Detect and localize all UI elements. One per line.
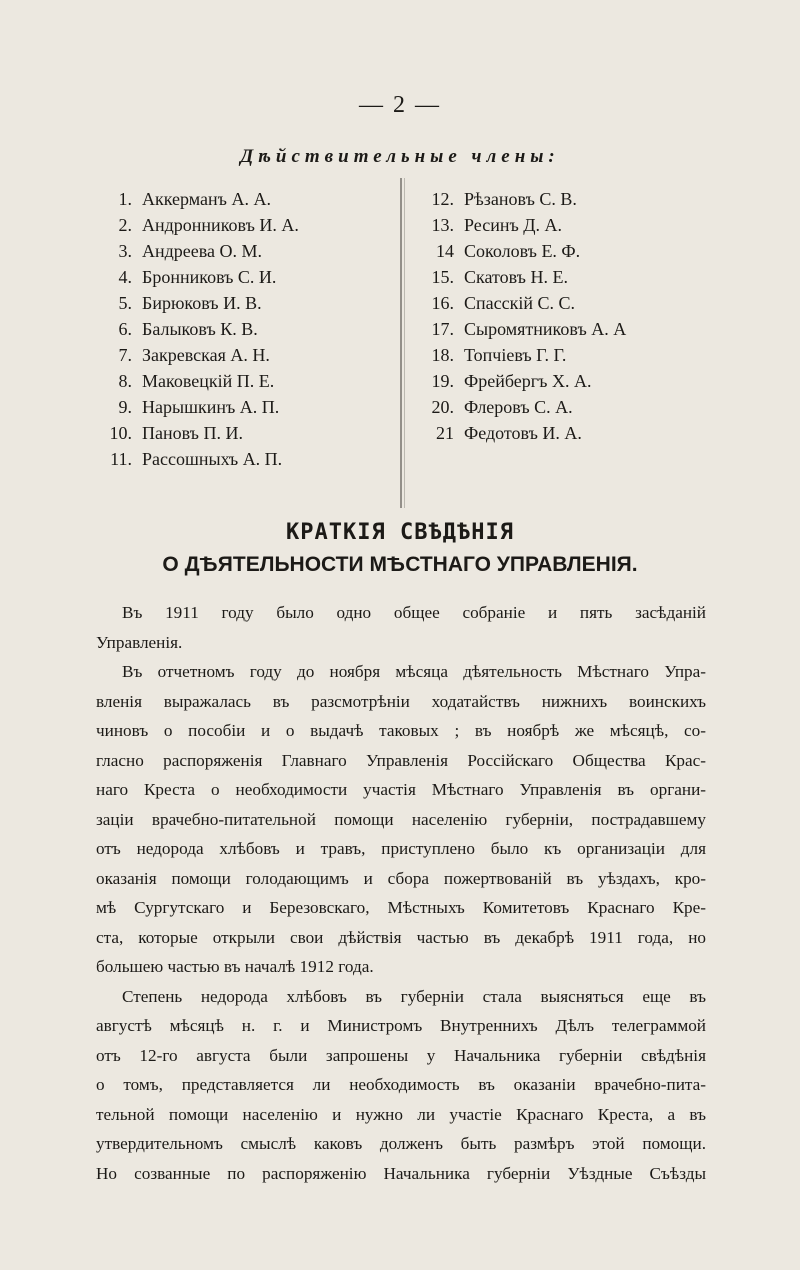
- member-name: Скатовъ Н. Е.: [464, 267, 568, 287]
- member-item: [108, 394, 299, 420]
- member-number: 5.: [118, 293, 132, 313]
- text-line: оказанія помощи голодающимъ и сбора пожертвованій въ уѣздахъ, кро-: [96, 868, 706, 888]
- member-item: [428, 316, 626, 342]
- member-item: [108, 420, 299, 446]
- member-name: Балыковъ К. В.: [142, 319, 258, 339]
- text-line: августѣ мѣсяцѣ н. г. и Министромъ Внутреннихъ Дѣлъ телеграммой: [96, 1016, 706, 1035]
- member-item: [428, 368, 626, 394]
- section-subtitle: О ДѢЯТЕЛЬНОСТИ МѢСТНАГО УПРАВЛЕНІЯ.: [162, 553, 638, 576]
- member-name: Флеровъ С. А.: [464, 397, 573, 417]
- member-name: Андронниковъ И. А.: [142, 215, 299, 235]
- member-name: Сыромятниковъ А. А: [464, 319, 627, 339]
- text-line: Степень недорода хлѣбовъ въ губерніи стала выясняться еще въ: [122, 986, 706, 1006]
- member-name: Федотовъ И. А.: [464, 423, 582, 443]
- member-item: [108, 342, 299, 368]
- member-number: 14: [436, 241, 454, 261]
- member-item: [108, 368, 299, 394]
- member-number: 9.: [118, 397, 132, 417]
- member-item: [108, 264, 299, 290]
- member-number: 11.: [110, 449, 132, 469]
- member-number: 2.: [118, 215, 132, 235]
- member-name: Пановъ П. И.: [142, 423, 243, 443]
- report-body: [96, 598, 706, 1188]
- member-name: Маковецкій П. Е.: [142, 371, 275, 391]
- member-number: 8.: [118, 371, 132, 391]
- member-number: 16.: [431, 293, 454, 313]
- text-line: Управленія.: [96, 632, 183, 652]
- member-item: [108, 238, 299, 264]
- text-line: чиновъ о пособіи и о выдачѣ таковых ; въ ноябрѣ же мѣсяцѣ, со-: [96, 721, 706, 740]
- text-line: отъ 12-го августа были запрошены у Начальника губерніи свѣдѣнія: [96, 1045, 706, 1065]
- text-line: ста, которые открыли свои дѣйствія частью въ декабрѣ 1911 года, но: [96, 927, 706, 947]
- member-number: 6.: [118, 319, 132, 339]
- text-line: отъ недорода хлѣбовъ и травъ, приступлено было къ организаціи для: [96, 839, 706, 858]
- member-item: [108, 212, 299, 238]
- member-number: 13.: [431, 215, 454, 235]
- text-line: Но созванные по распоряженію Начальника губерніи Уѣздные Съѣзды: [96, 1163, 706, 1183]
- text-line: вленія выражалась въ разсмотрѣніи ходатайствъ нижнихъ воинскихъ: [96, 691, 706, 711]
- section-title: КРАТКІЯ СВѢДѢНІЯ: [286, 520, 514, 545]
- member-item: [108, 316, 299, 342]
- member-name: Закревская А. Н.: [142, 345, 270, 365]
- member-item: [428, 264, 626, 290]
- member-number: 7.: [118, 345, 132, 365]
- member-item: [108, 290, 299, 316]
- member-number: 3.: [118, 241, 132, 261]
- member-name: Фрейбергъ Х. А.: [464, 371, 592, 391]
- text-line: гласно распоряженія Главнаго Управленія Россійскаго Общества Крас-: [96, 750, 706, 770]
- text-line: Въ 1911 году было одно общее собраніе и пять засѣданій: [122, 603, 706, 622]
- member-number: 21: [436, 423, 454, 443]
- column-divider-secondary: [404, 178, 405, 508]
- member-name: Ресинъ Д. А.: [464, 215, 563, 235]
- member-number: 4.: [118, 267, 132, 287]
- members-heading: Дѣйствительные члены:: [240, 146, 560, 167]
- member-number: 1.: [118, 189, 132, 209]
- member-number: 15.: [431, 267, 454, 287]
- text-line: тельной помощи населенію и нужно ли участіе Краснаго Креста, а въ: [96, 1104, 706, 1124]
- member-number: 19.: [431, 371, 454, 391]
- text-line: большею частью въ началѣ 1912 года.: [96, 957, 374, 976]
- member-name: Рѣзановъ С. В.: [464, 189, 577, 209]
- text-line: Въ отчетномъ году до ноября мѣсяца дѣятельность Мѣстнаго Упра-: [122, 662, 706, 681]
- member-name: Бронниковъ С. И.: [142, 267, 277, 287]
- member-item: [428, 186, 626, 212]
- member-number: 17.: [431, 319, 454, 339]
- member-number: 20.: [431, 397, 454, 417]
- members-list-left: [108, 186, 299, 472]
- text-line: мѣ Сургутскаго и Березовскаго, Мѣстныхъ Комитетовъ Краснаго Кре-: [96, 898, 706, 917]
- member-item: [428, 238, 626, 264]
- column-divider: [400, 178, 402, 508]
- member-item: [428, 420, 626, 446]
- member-number: 18.: [431, 345, 454, 365]
- member-item: [108, 186, 299, 212]
- member-item: [428, 290, 626, 316]
- text-line: о томъ, представляется ли необходимость въ оказаніи врачебно-пита-: [96, 1075, 706, 1094]
- text-line: заціи врачебно-питательной помощи населенію губерніи, пострадавшему: [96, 809, 706, 829]
- member-name: Нарышкинъ А. П.: [142, 397, 280, 417]
- text-line: утвердительномъ смыслѣ каковъ долженъ быть размѣръ этой помощи.: [96, 1134, 706, 1153]
- member-name: Рассошныхъ А. П.: [142, 449, 283, 469]
- member-item: [428, 394, 626, 420]
- member-name: Спасскій С. С.: [464, 293, 575, 313]
- member-name: Соколовъ Е. Ф.: [464, 241, 581, 261]
- member-item: [428, 342, 626, 368]
- member-name: Бирюковъ И. В.: [142, 293, 262, 313]
- member-item: [108, 446, 299, 472]
- text-line: наго Креста о необходимости участія Мѣстнаго Управленія въ органи-: [96, 780, 706, 799]
- member-name: Аккерманъ А. А.: [142, 189, 271, 209]
- member-name: Топчіевъ Г. Г.: [464, 345, 567, 365]
- members-list-right: [428, 186, 626, 446]
- member-number: 12.: [431, 189, 454, 209]
- member-number: 10.: [109, 423, 132, 443]
- page-number: — 2 —: [359, 92, 441, 118]
- member-item: [428, 212, 626, 238]
- member-name: Андреева О. М.: [142, 241, 263, 261]
